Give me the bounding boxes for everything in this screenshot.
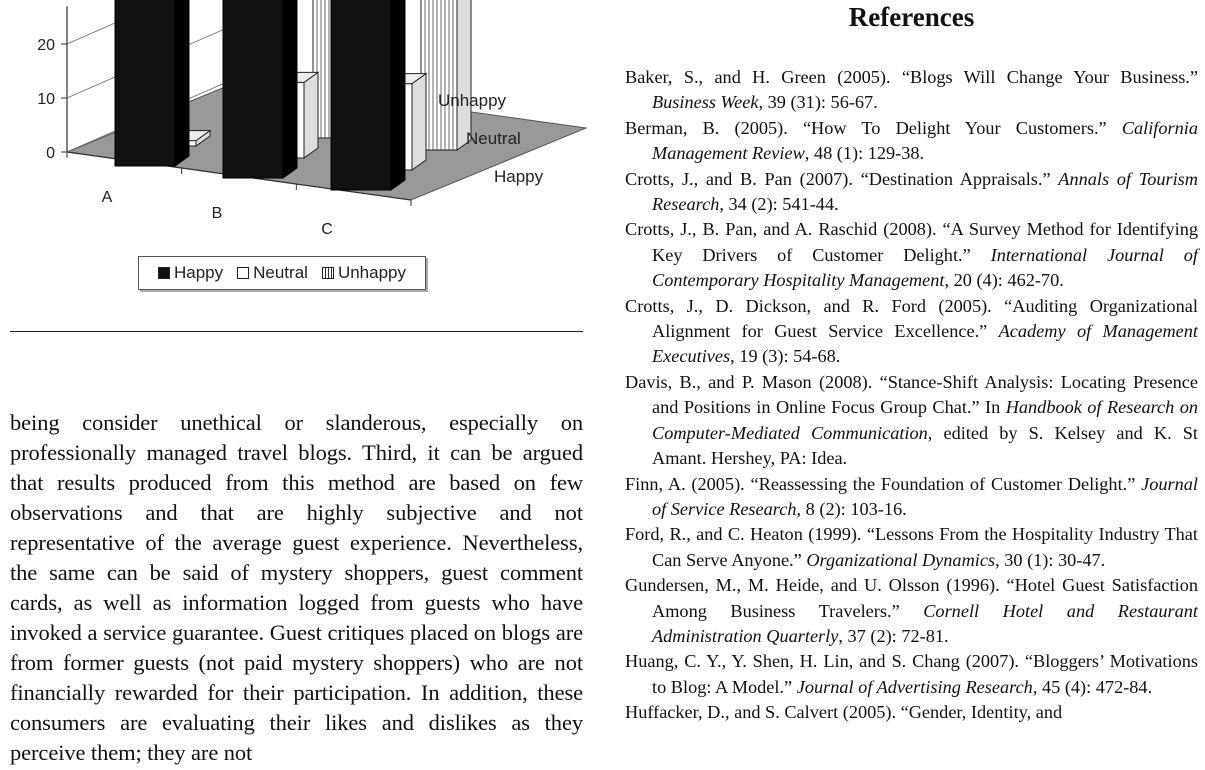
x-tick-label: A <box>101 189 113 206</box>
reference-text: Ford, R., and C. Heaton (1999). “Lessons From the Hospitality Industry That Can Serve Anyone.” <box>625 524 1198 570</box>
legend-swatch-happy <box>158 267 170 279</box>
reference-text: Huffacker, D., and S. Calvert (2005). “Gender, Identity, and <box>625 702 1063 723</box>
reference-details: , 20 (4): 462-70. <box>944 270 1064 291</box>
legend-item-happy <box>158 263 223 283</box>
reference-source: Academy of Management Executives <box>652 321 1198 367</box>
reference-details: , 39 (31): 56-67. <box>758 92 878 113</box>
reference-text: Crotts, J., and B. Pan (2007). “Destination Appraisals.” <box>625 168 1059 189</box>
bar <box>421 0 471 150</box>
reference-text: Berman, B. (2005). “How To Delight Your Customers.” <box>625 117 1122 138</box>
reference-text: Finn, A. (2005). “Reassessing the Foundation of Customer Delight.” <box>625 473 1142 494</box>
reference-entry <box>625 522 1198 573</box>
legend-label-unhappy: Unhappy <box>337 263 406 282</box>
y-tick-label: 10 <box>37 91 55 108</box>
reference-entry <box>625 472 1198 523</box>
bar <box>115 0 189 166</box>
reference-source: Business Week <box>652 92 759 113</box>
reference-details: , 34 (2): 541-44. <box>719 194 839 215</box>
reference-details: , 30 (1): 30-47. <box>995 549 1106 570</box>
reference-text: Crotts, J., D. Dickson, and R. Ford (2005). “Auditing Organizational Alignment for Guest Service Excellence.” <box>625 295 1198 342</box>
reference-entry <box>625 649 1198 700</box>
chart <box>0 0 600 300</box>
reference-source: Journal of Service Research <box>652 473 1198 519</box>
reference-details: , 48 (1): 129-38. <box>804 143 925 164</box>
reference-entry <box>625 294 1198 370</box>
reference-entry <box>625 116 1198 167</box>
reference-entry <box>625 700 1198 725</box>
reference-source: Organizational Dynamics <box>806 549 996 570</box>
bar-chart-3d <box>0 0 600 300</box>
reference-source: Journal of Advertising Research <box>796 676 1033 697</box>
reference-source: Cornell Hotel and Restaurant Administration Quarterly <box>652 600 1199 646</box>
reference-entry <box>625 573 1198 649</box>
reference-source: International Journal of Contemporary Hospitality Management <box>652 244 1198 291</box>
legend-label-happy: Happy <box>173 263 224 282</box>
reference-text: Davis, B., and P. Mason (2008). “Stance-Shift Analysis: Locating Presence and Positions in Online Focus Group Chat.” In <box>625 371 1198 418</box>
reference-details: , 8 (2): 103-16. <box>796 498 907 519</box>
reference-details: , 45 (4): 472-84. <box>1032 676 1153 697</box>
references-list <box>625 65 1198 726</box>
reference-text: Baker, S., and H. Green (2005). “Blogs Will Change Your Business.” <box>625 67 1198 87</box>
bar-side <box>412 74 426 170</box>
legend-item-neutral <box>237 263 308 283</box>
bar-side <box>304 72 318 158</box>
bar-front <box>223 0 283 178</box>
reference-source: Handbook of Research on Computer-Mediated Communication <box>652 397 1198 443</box>
depth-tick-label: Happy <box>494 167 544 186</box>
reference-details: , edited by S. Kelsey and K. St Amant. Hershey, PA: Idea. <box>652 422 1198 469</box>
reference-entry <box>625 167 1198 218</box>
reference-entry <box>625 65 1198 116</box>
reference-source: California Management Review <box>652 117 1198 164</box>
reference-details: , 19 (3): 54-68. <box>730 346 841 367</box>
legend-item-unhappy <box>322 263 406 283</box>
y-tick-label: 20 <box>37 37 55 54</box>
references-heading: References <box>848 2 975 32</box>
reference-text: Huang, C. Y., Y. Shen, H. Lin, and S. Chang (2007). “Bloggers’ Motivations to Blog: A Model.” <box>625 651 1198 697</box>
body-paragraph: being consider unethical or slanderous, especially on professionally managed travel blogs. Third, it can be argued that results produced from this method are based on few observations and that are highly subjective and not representative of the average guest experience. Nevertheless, the same can be said of mystery shoppers, guest comment cards, as well as information logged from guests who have invoked a service guarantee. Guest critiques placed on blogs are from former guests (not paid mystery shoppers) who are not financially rewarded for their participation. In addition, these consumers are evaluating their likes and dislikes as they perceive them; they are not <box>10 410 583 765</box>
bar-front <box>115 0 175 166</box>
legend-swatch-neutral <box>237 267 249 279</box>
depth-tick-label: Neutral <box>466 129 521 148</box>
reference-entry <box>625 370 1198 472</box>
bar <box>223 0 297 178</box>
legend-swatch-unhappy <box>322 267 334 279</box>
x-tick-label: B <box>211 205 223 222</box>
bar-side <box>391 0 405 190</box>
bar <box>331 0 405 190</box>
chart-legend <box>138 256 426 290</box>
reference-text: Crotts, J., B. Pan, and A. Raschid (2008). “A Survey Method for Identifying Key Drivers of Customer Delight.” <box>625 219 1198 265</box>
reference-details: , 37 (2): 72-81. <box>838 625 949 646</box>
reference-entry <box>625 217 1198 293</box>
legend-label-neutral: Neutral <box>253 263 308 282</box>
bar-side <box>175 0 189 166</box>
bar-side <box>457 0 471 150</box>
depth-tick-label: Unhappy <box>438 91 507 110</box>
bar-side <box>283 0 297 178</box>
y-tick-label: 0 <box>46 145 55 162</box>
x-tick-label: C <box>321 221 333 238</box>
bar-front <box>331 0 391 190</box>
reference-source: Annals of Tourism Research <box>652 168 1198 215</box>
figure-divider <box>10 331 583 332</box>
reference-text: Gundersen, M., M. Heide, and U. Olsson (1996). “Hotel Guest Satisfaction Among Business Travelers.” <box>625 575 1198 621</box>
